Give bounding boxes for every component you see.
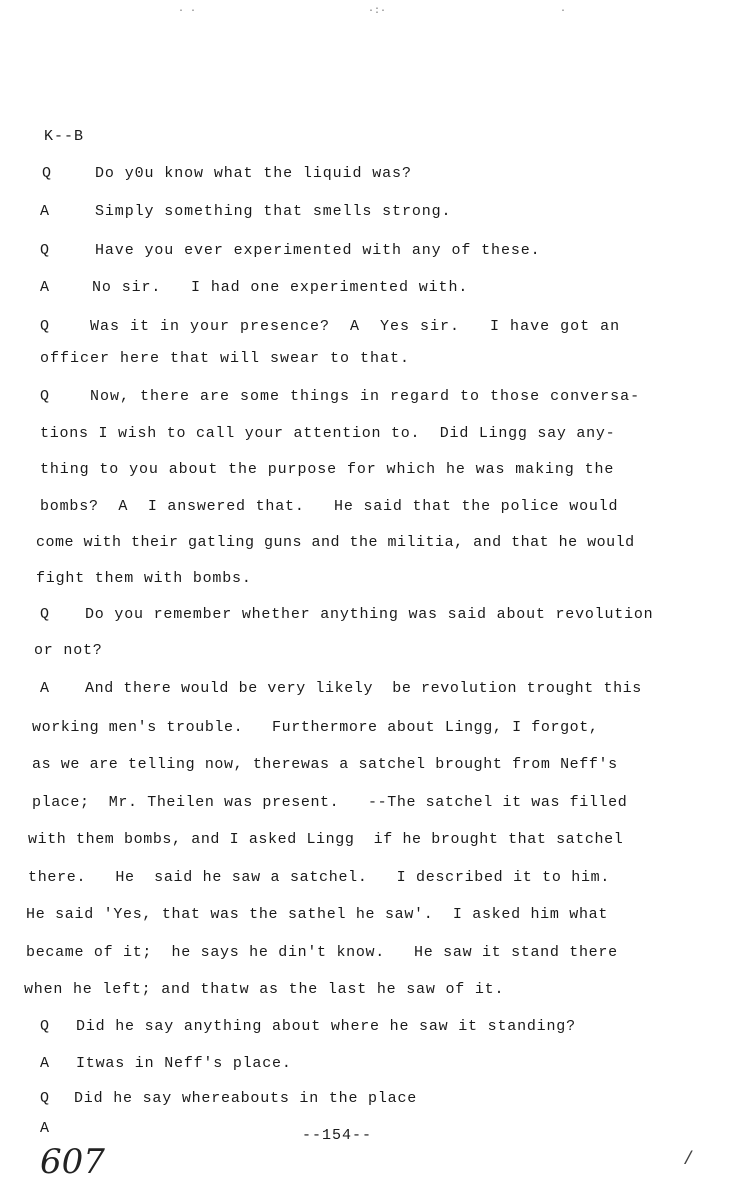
scan-speck: · xyxy=(560,6,567,17)
page-number: --154-- xyxy=(302,1127,373,1144)
speaker-label: Q xyxy=(40,242,50,259)
line-text: And there would be very likely be revolution trought this xyxy=(85,680,642,697)
line-text: No sir. I had one experimented with. xyxy=(92,279,469,296)
speaker-label: Q xyxy=(40,1090,50,1107)
section-header: K--B xyxy=(44,128,85,145)
line-text: fight them with bombs. xyxy=(36,570,252,587)
speaker-label: A xyxy=(40,203,50,220)
line-text: or not? xyxy=(34,642,103,659)
line-text: Did he say whereabouts in the place xyxy=(74,1090,418,1107)
speaker-label: Q xyxy=(40,1018,50,1035)
line-text: He said 'Yes, that was the sathel he saw'. I asked him what xyxy=(26,906,609,923)
line-text: thing to you about the purpose for which he was making the xyxy=(40,461,615,478)
speaker-label: Q xyxy=(40,606,50,623)
line-text: come with their gatling guns and the militia, and that he would xyxy=(36,534,635,551)
line-text: as we are telling now, therewas a satchel brought from Neff's xyxy=(32,756,618,773)
handwritten-folio: 607 xyxy=(40,1142,105,1182)
line-text: working men's trouble. Furthermore about Lingg, I forgot, xyxy=(32,719,599,736)
line-text: Simply something that smells strong. xyxy=(95,203,452,220)
line-text: bombs? A I answered that. He said that the police would xyxy=(40,498,619,515)
line-text: place; Mr. Theilen was present. --The satchel it was filled xyxy=(32,794,628,811)
line-text: when he left; and thatw as the last he saw of it. xyxy=(24,981,505,998)
scan-speck: · · xyxy=(178,6,197,17)
line-text: became of it; he says he din't know. He saw it stand there xyxy=(26,944,618,961)
speaker-label: A xyxy=(40,680,50,697)
margin-mark: / xyxy=(683,1150,694,1170)
speaker-label: Q xyxy=(40,388,50,405)
line-text: Have you ever experimented with any of these. xyxy=(95,242,541,259)
line-text: Was it in your presence? A Yes sir. I have got an xyxy=(90,318,621,335)
speaker-label: A xyxy=(40,1120,50,1137)
line-text: officer here that will swear to that. xyxy=(40,350,411,367)
line-text: Do you remember whether anything was said about revolution xyxy=(85,606,654,623)
speaker-label: Q xyxy=(42,165,52,182)
line-text: Now, there are some things in regard to those conversa- xyxy=(90,388,641,405)
line-text: Do y0u know what the liquid was? xyxy=(95,165,412,182)
scan-speck: ·:· xyxy=(368,6,387,17)
line-text: there. He said he saw a satchel. I described it to him. xyxy=(28,869,611,886)
speaker-label: Q xyxy=(40,318,50,335)
line-text: Itwas in Neff's place. xyxy=(76,1055,292,1072)
speaker-label: A xyxy=(40,279,50,296)
speaker-label: A xyxy=(40,1055,50,1072)
line-text: tions I wish to call your attention to. Did Lingg say any- xyxy=(40,425,616,442)
line-text: with them bombs, and I asked Lingg if he brought that satchel xyxy=(28,831,624,848)
line-text: Did he say anything about where he saw it standing? xyxy=(76,1018,576,1035)
